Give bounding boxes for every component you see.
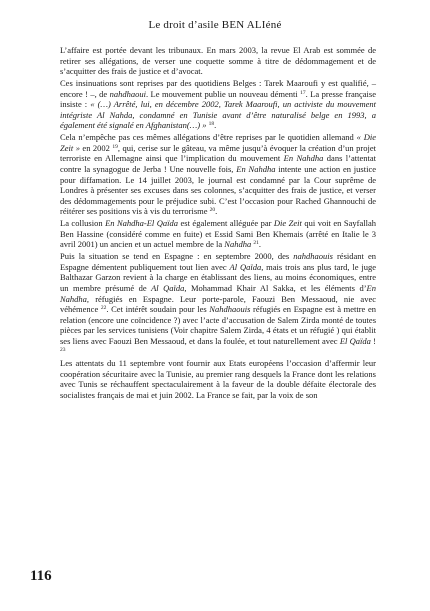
italic-run: « Die Zeit » [60, 132, 376, 153]
italic-run: En Nahdha-El Qaïda [105, 218, 179, 229]
text-run: , Mohammad Khair Al Sakka, et les éléments d’ [184, 283, 367, 294]
paragraph [60, 78, 376, 131]
italic-run: En Nahdha [236, 164, 276, 175]
text-run: . Cet intérêt soudain pour les [106, 304, 210, 315]
running-header: Le droit d’asile BEN ALIéné [148, 19, 282, 31]
italic-run: Die Zeit [273, 218, 302, 229]
text-run: Les attentats du 11 septembre vont fournir aux Etats européens l’occasion d’affermir leur coopération sécuritaire avec la Tunisie, au premier rang desquels la France dont les relations avec Tunis se réchauffent spectaculairement à la faveur de la double défaite électorale des socialistes français de mai et juin 2002. La France se fait, par la voix de son [60, 358, 376, 400]
text-run: est également alléguée par [178, 218, 274, 229]
text-run: dans l’attentat contre la synagogue de Jerba ! Une nouvelle fois, [60, 153, 376, 175]
italic-run: En Nahdha [283, 153, 324, 164]
text-run: . [215, 206, 218, 217]
text-run: réfugiés en Espagne est à mettre en relation (encore une coïncidence ?) avec l’acte d’accusation de Salem Zirda monté de toutes pièces par les services tunisiens (Voir chapitre Salem Zirda, 4 états et un réfugié ) qui établit ses liens avec Faouzi Ben Messaoud, et dans la foulée, et tout naturellement avec [60, 304, 376, 346]
text-run: Ces insinuations sont reprises par des quotidiens Belges : Tarek Maaroufi y est qualifié, – encore ! –, de [60, 78, 376, 99]
footnote-ref: 17 [300, 89, 306, 96]
paragraph [60, 251, 376, 356]
page-number: 116 [30, 568, 52, 584]
text-run: , réfugiés en Espagne. Leur porte-parole, Faouzi Ben Messaoud, nie avec véhémence [60, 293, 376, 315]
italic-run: Al Qaïda [229, 261, 262, 272]
text-run: Puis la situation se tend en Espagne : en septembre 2000, des [60, 251, 294, 262]
footnote-ref: 21 [253, 240, 259, 247]
footnote-ref: 19 [112, 143, 118, 150]
paragraph [60, 358, 376, 400]
text-run: résidant en Espagne démentent publiquement tout lien avec [60, 251, 376, 272]
text-run: Cela n’empêche pas ces mêmes allégations d’être reprises par le quotidien allemand [60, 132, 357, 143]
italic-run: Nahdhaouis [209, 304, 251, 315]
italic-run: Nahdha [224, 239, 252, 250]
text-run: , qui, cerise sur le gâteau, va même jusqu’à évoquer la création d’un projet terroriste en Allemagne ainsi que l’implication du mouvement [60, 142, 376, 164]
text-run: . La presse française insiste : [60, 88, 376, 110]
text-run: , mais trois ans plus tard, le juge Balthazar Garzon revient à la charge en établissant des liens, au moins économiques, entre un membre présumé de [60, 261, 377, 294]
text-run: . [214, 120, 217, 131]
italic-run: El Qaïda [339, 335, 371, 346]
paragraph [60, 45, 376, 77]
italic-run: nahdhaoui [109, 88, 146, 99]
text-run: en 2002 [79, 142, 113, 153]
italic-run: nahdhaouis [293, 251, 333, 262]
footnote-ref: 20 [209, 207, 216, 214]
footnote-ref: 23 [60, 347, 66, 354]
text-run: La collusion [60, 218, 106, 229]
text-run: . Le mouvement publie un nouveau démenti [145, 88, 301, 99]
footnote-ref: 22 [100, 305, 107, 312]
paragraph [60, 132, 376, 216]
italic-run: Al Qaïda [151, 283, 185, 294]
italic-run: « (…) Arrêté, lui, en décembre 2002, Tarek Maaroufi, un activiste du mouvement intégriste Al Nahda, condamné en Tunisie avant d’être naturalisé belge en 1993, a également été signalé en Afghanistan(…) » [60, 99, 376, 131]
italic-run: En Nahdha [60, 283, 376, 304]
text-run: qui voit en Sayfallah Ben Hassine (considéré comme en fuite) et Essid Sami Ben Khemais (arrêté en Italie le 3 avril 2001) un ancien et un actuel membre de la [60, 218, 376, 250]
text-run: . [258, 239, 261, 250]
text-run: intente une action en justice pour diffamation. Le 14 juillet 2003, le journal est condamné par la Cour suprême de Londres à présenter ses excuses dans ses colonnes, s’acquitter des frais de justice, et verser des dédommagements pour le préjudice subi. C’est l’occasion pour Rached Ghannouchi de réitérer ses positions vis à vis du terrorisme [60, 164, 376, 217]
body-text [60, 45, 376, 402]
text-run: ! [370, 335, 376, 346]
footnote-ref: 18 [208, 121, 215, 128]
paragraph [60, 218, 376, 250]
text-run: L’affaire est portée devant les tribunaux. En mars 2003, la revue El Arab est sommée de retirer ses allégations, de verser une coquette somme à titre de dédommagement et de s’acquitter des frais de justice et d’avocat. [60, 45, 376, 77]
